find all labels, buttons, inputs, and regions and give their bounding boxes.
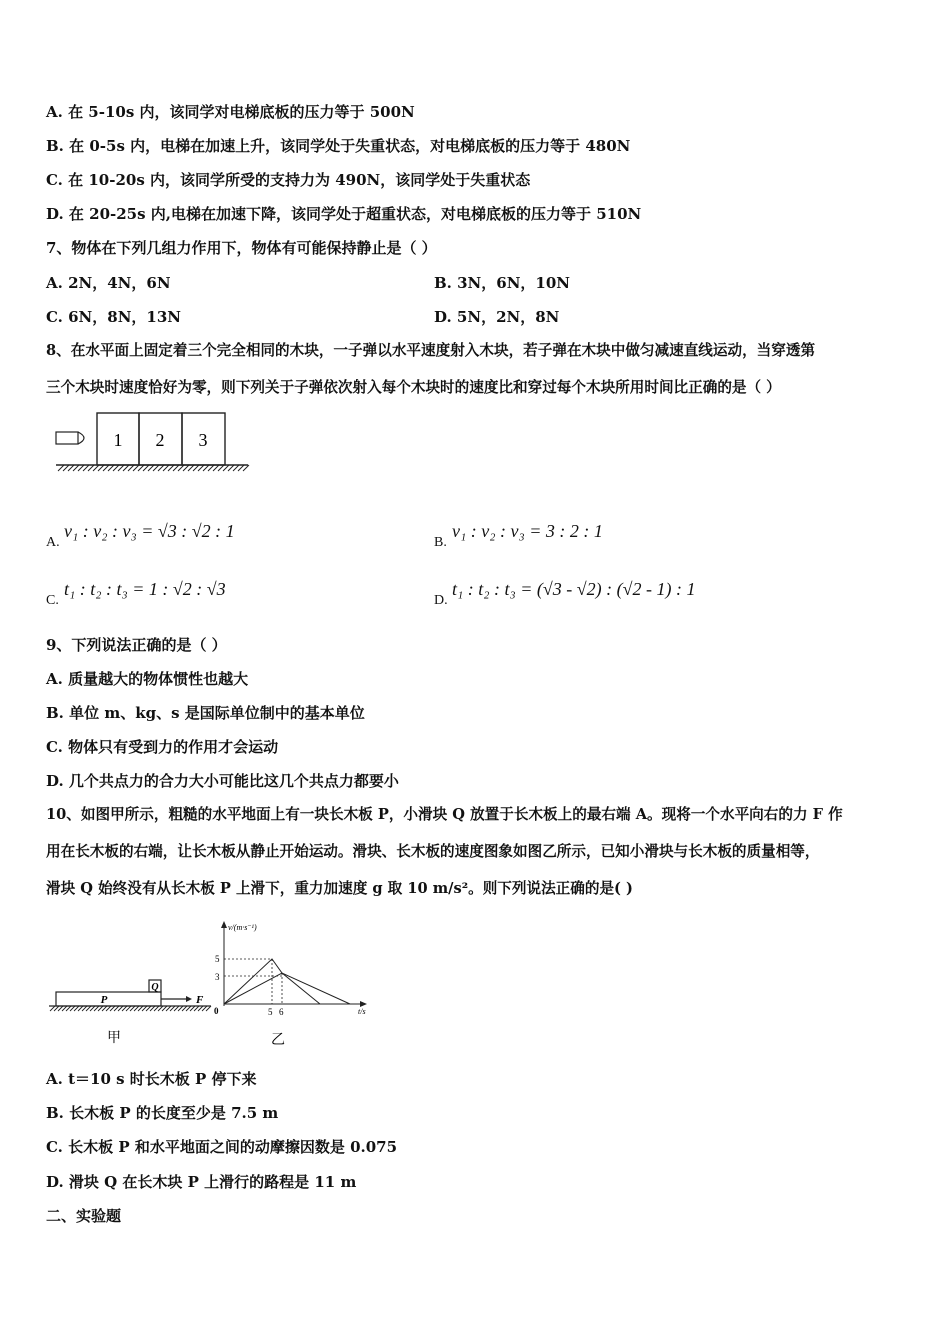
hatch-mark bbox=[113, 465, 119, 471]
q8-option-c-expr: t₁ : t₂ : t₃ = 1 : √2 : √3 bbox=[64, 579, 226, 599]
hatch-mark bbox=[198, 465, 204, 471]
hatch-mark bbox=[118, 465, 124, 471]
hatch-mark bbox=[238, 465, 244, 471]
force-label: F bbox=[196, 994, 204, 1006]
q6-option-a: A. 在 5-10s 内，该同学对电梯底板的压力等于 500N bbox=[46, 103, 415, 121]
q10-option-d: D. 滑块 Q 在长木块 P 上滑行的路程是 11 m bbox=[46, 1173, 357, 1191]
ground-hatching bbox=[50, 1006, 211, 1011]
hatch-mark bbox=[128, 465, 134, 471]
q8-option-c-label: C. bbox=[46, 593, 59, 608]
hatch-mark bbox=[173, 465, 179, 471]
q9-option-d: D. 几个共点力的合力大小可能比这几个共点力都要小 bbox=[46, 772, 399, 790]
q8-stem-line2: 三个木块时速度恰好为零，则下列关于子弹依次射入每个木块时的速度比和穿过每个木块所用时间比正确的是（ ） bbox=[46, 379, 781, 396]
q7-option-a: A. 2N，4N，6N bbox=[46, 274, 171, 292]
hatch-mark bbox=[123, 465, 129, 471]
hatch-mark bbox=[228, 465, 234, 471]
hatch-mark bbox=[98, 465, 104, 471]
figure-caption-yi: 乙 bbox=[271, 1033, 285, 1048]
board-p-label: P bbox=[100, 994, 108, 1006]
board-p bbox=[56, 992, 161, 1006]
q8-stem-line1: 8、在水平面上固定着三个完全相同的木块，一子弹以水平速度射入木块，若子弹在木块中做匀减速直线运动，当穿透第 bbox=[46, 342, 816, 359]
hatch-mark bbox=[158, 465, 164, 471]
q8-option-b-label: B. bbox=[434, 535, 447, 550]
q10-figure-yi-graph bbox=[212, 918, 382, 1052]
y-axis-arrow-icon bbox=[221, 921, 227, 928]
q8-option-a-label: A. bbox=[46, 535, 60, 550]
hatch-mark bbox=[193, 465, 199, 471]
hatch-mark bbox=[218, 465, 224, 471]
hatch-mark bbox=[83, 465, 89, 471]
q7-stem: 7、物体在下列几组力作用下，物体有可能保持静止是（ ） bbox=[46, 239, 437, 257]
q6-option-b: B. 在 0-5s 内，电梯在加速上升，该同学处于失重状态，对电梯底板的压力等于 480N bbox=[46, 137, 631, 155]
hatch-mark bbox=[223, 465, 229, 471]
hatch-mark bbox=[58, 465, 64, 471]
hatch-mark bbox=[108, 465, 114, 471]
board-velocity-line bbox=[224, 959, 320, 1004]
section-heading: 二、实验题 bbox=[46, 1207, 122, 1225]
hatch-mark bbox=[73, 465, 79, 471]
q9-option-b: B. 单位 m、kg、s 是国际单位制中的基本单位 bbox=[46, 704, 365, 722]
q7-option-c: C. 6N，8N，13N bbox=[46, 308, 182, 326]
hatch-mark bbox=[78, 465, 84, 471]
hatch-mark bbox=[63, 465, 69, 471]
block-3-label: 3 bbox=[198, 430, 208, 450]
hatch-mark bbox=[208, 465, 214, 471]
q7-option-b: B. 3N，6N，10N bbox=[434, 274, 571, 292]
hatch-mark bbox=[188, 465, 194, 471]
q10-option-a: A. t＝10 s 时长木板 P 停下来 bbox=[46, 1070, 257, 1088]
arrow-head-icon bbox=[186, 996, 192, 1002]
q10-option-c: C. 长木板 P 和水平地面之间的动摩擦因数是 0.075 bbox=[46, 1138, 398, 1156]
q8-option-b-expr: v₁ : v₂ : v₃ = 3 : 2 : 1 bbox=[452, 521, 603, 541]
q10-figure-jia bbox=[46, 970, 216, 1052]
hatch-mark bbox=[178, 465, 184, 471]
q6-option-d: D. 在 20-25s 内,电梯在加速下降，该同学处于超重状态，对电梯底板的压力等于 510N bbox=[46, 205, 642, 223]
ground-hatching bbox=[58, 465, 249, 471]
hatch-mark bbox=[183, 465, 189, 471]
q10-stem-line2: 用在长木板的右端，让长木板从静止开始运动。滑块、长木板的速度图象如图乙所示，已知小滑块与长木板的质量相等， bbox=[46, 843, 820, 860]
hatch-mark bbox=[243, 465, 249, 471]
bullet-icon bbox=[56, 432, 84, 444]
q10-stem-line1: 10、如图甲所示，粗糙的水平地面上有一块长木板 P，小滑块 Q 放置于长木板上的最右端 A。现将一个水平向右的力 F 作 bbox=[46, 806, 843, 823]
q9-option-a: A. 质量越大的物体惯性也越大 bbox=[46, 670, 249, 688]
hatch-mark bbox=[138, 465, 144, 471]
q8-option-d-label: D. bbox=[434, 593, 448, 608]
q9-option-c: C. 物体只有受到力的作用才会运动 bbox=[46, 738, 279, 756]
hatch-mark bbox=[163, 465, 169, 471]
q8-option-a-expr: v₁ : v₂ : v₃ = √3 : √2 : 1 bbox=[64, 521, 235, 541]
origin-label: 0 bbox=[214, 1006, 219, 1016]
figure-caption-jia: 甲 bbox=[107, 1031, 121, 1046]
hatch-mark bbox=[203, 465, 209, 471]
hatch-mark bbox=[133, 465, 139, 471]
block-1-label: 1 bbox=[113, 430, 123, 450]
block-2-label: 2 bbox=[155, 430, 165, 450]
hatch-mark bbox=[88, 465, 94, 471]
y-tick-3: 3 bbox=[215, 972, 220, 982]
q10-option-b: B. 长木板 P 的长度至少是 7.5 m bbox=[46, 1104, 279, 1122]
hatch-mark bbox=[153, 465, 159, 471]
q10-stem-line3: 滑块 Q 始终没有从长木板 P 上滑下，重力加速度 g 取 10 m/s²。则下列说法正确的是( ) bbox=[46, 880, 633, 897]
hatch-mark bbox=[148, 465, 154, 471]
hatch-mark bbox=[103, 465, 109, 471]
hatch-mark bbox=[143, 465, 149, 471]
y-axis-label: v/(m·s⁻¹) bbox=[228, 923, 257, 932]
block-q-label: Q bbox=[151, 982, 159, 993]
hatch-mark bbox=[213, 465, 219, 471]
hatch-mark bbox=[93, 465, 99, 471]
hatch-mark bbox=[68, 465, 74, 471]
x-axis-label: t/s bbox=[358, 1007, 366, 1016]
q9-stem: 9、下列说法正确的是（ ） bbox=[46, 636, 227, 654]
hatch-mark bbox=[233, 465, 239, 471]
x-tick-6: 6 bbox=[279, 1007, 284, 1017]
x-tick-5: 5 bbox=[268, 1007, 273, 1017]
q6-option-c: C. 在 10-20s 内，该同学所受的支持力为 490N，该同学处于失重状态 bbox=[46, 171, 531, 189]
hatch-mark bbox=[168, 465, 174, 471]
y-tick-5: 5 bbox=[215, 954, 220, 964]
q8-option-d-expr: t₁ : t₂ : t₃ = (√3 - √2) : (√2 - 1) : 1 bbox=[452, 579, 696, 599]
q7-option-d: D. 5N，2N，8N bbox=[434, 308, 560, 326]
q8-bullet-blocks-figure bbox=[50, 408, 255, 478]
